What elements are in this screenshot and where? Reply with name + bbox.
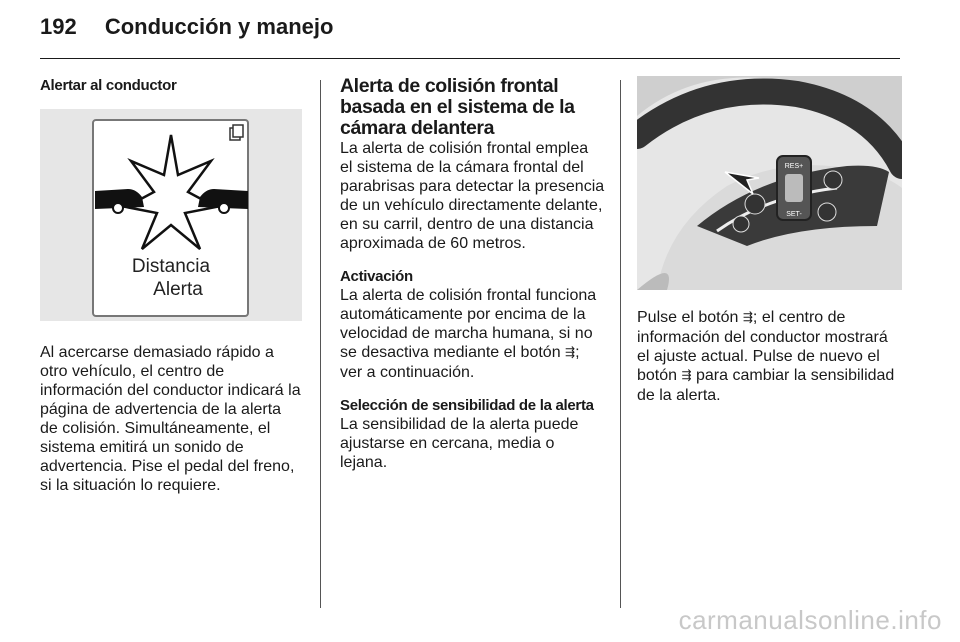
press-text-a: Pulse el botón	[637, 309, 743, 326]
press-text-c: para cambiar la sensibilidad de la alerta.	[637, 367, 895, 404]
press-button-paragraph	[637, 308, 902, 405]
collision-alert-button	[745, 194, 765, 214]
watermark: carmanualsonline.info	[678, 605, 942, 635]
section-title: Alerta de colisión frontal basada en el sistema de la cámara delantera	[340, 75, 575, 139]
sensitivity-heading: Selección de sensibilidad de la alerta	[340, 397, 594, 414]
activation-text-a: La alerta de colisión frontal funciona automáticamente por encima de la velocidad de marcha humana, si no se desactiva mediante el botón	[340, 287, 597, 361]
collision-alert-button-icon: ⇶	[681, 368, 692, 382]
column-divider	[320, 80, 321, 608]
column-3	[637, 76, 902, 405]
page-header	[40, 14, 333, 40]
collision-alert-button-icon: ⇶	[565, 345, 576, 359]
column-1	[40, 76, 302, 495]
column-2	[340, 76, 605, 472]
set-label: SET-	[786, 211, 802, 218]
steering-wheel-figure	[637, 76, 902, 290]
page-title: Conducción y manejo	[104, 14, 334, 39]
activation-heading: Activación	[340, 268, 413, 285]
sensitivity-paragraph: La sensibilidad de la alerta puede ajustarse en cercana, media o lejana.	[340, 416, 579, 471]
activation-text-b: ; ver a continuación.	[340, 344, 580, 381]
res-label: RES+	[784, 163, 804, 170]
body-paragraph: Al acercarse demasiado rápido a otro vehículo, el centro de información del conductor indicará la página de advertencia de la alerta de colisión. Simultáneamente, el sistema emitirá un sonido de advertencia. Pise el pedal del freno, si la situación lo requiere.	[40, 344, 301, 494]
section-subhead: Alertar al conductor	[40, 77, 177, 94]
alert-display-illustration	[40, 109, 302, 321]
body-paragraph: La alerta de colisión frontal emplea el sistema de la cámara frontal del parabrisas para detectar la presencia de un vehículo directamente delante, en su carril, dentro de una distancia aproximada de 60 metros.	[340, 140, 605, 252]
steering-wheel-illustration	[637, 76, 902, 290]
display-text-line2: Alerta	[153, 279, 203, 300]
activation-paragraph	[340, 286, 605, 382]
display-text-line1: Distancia	[131, 256, 211, 277]
collision-alert-button-icon: ⇶	[742, 310, 753, 324]
column-divider	[620, 80, 621, 608]
collision-alert-figure	[40, 109, 302, 321]
page-number: 192	[40, 14, 77, 39]
press-text-b: ; el centro de información del conductor mostrará el ajuste actual. Pulse de nuevo el botón	[637, 309, 888, 384]
header-rule	[40, 58, 900, 59]
